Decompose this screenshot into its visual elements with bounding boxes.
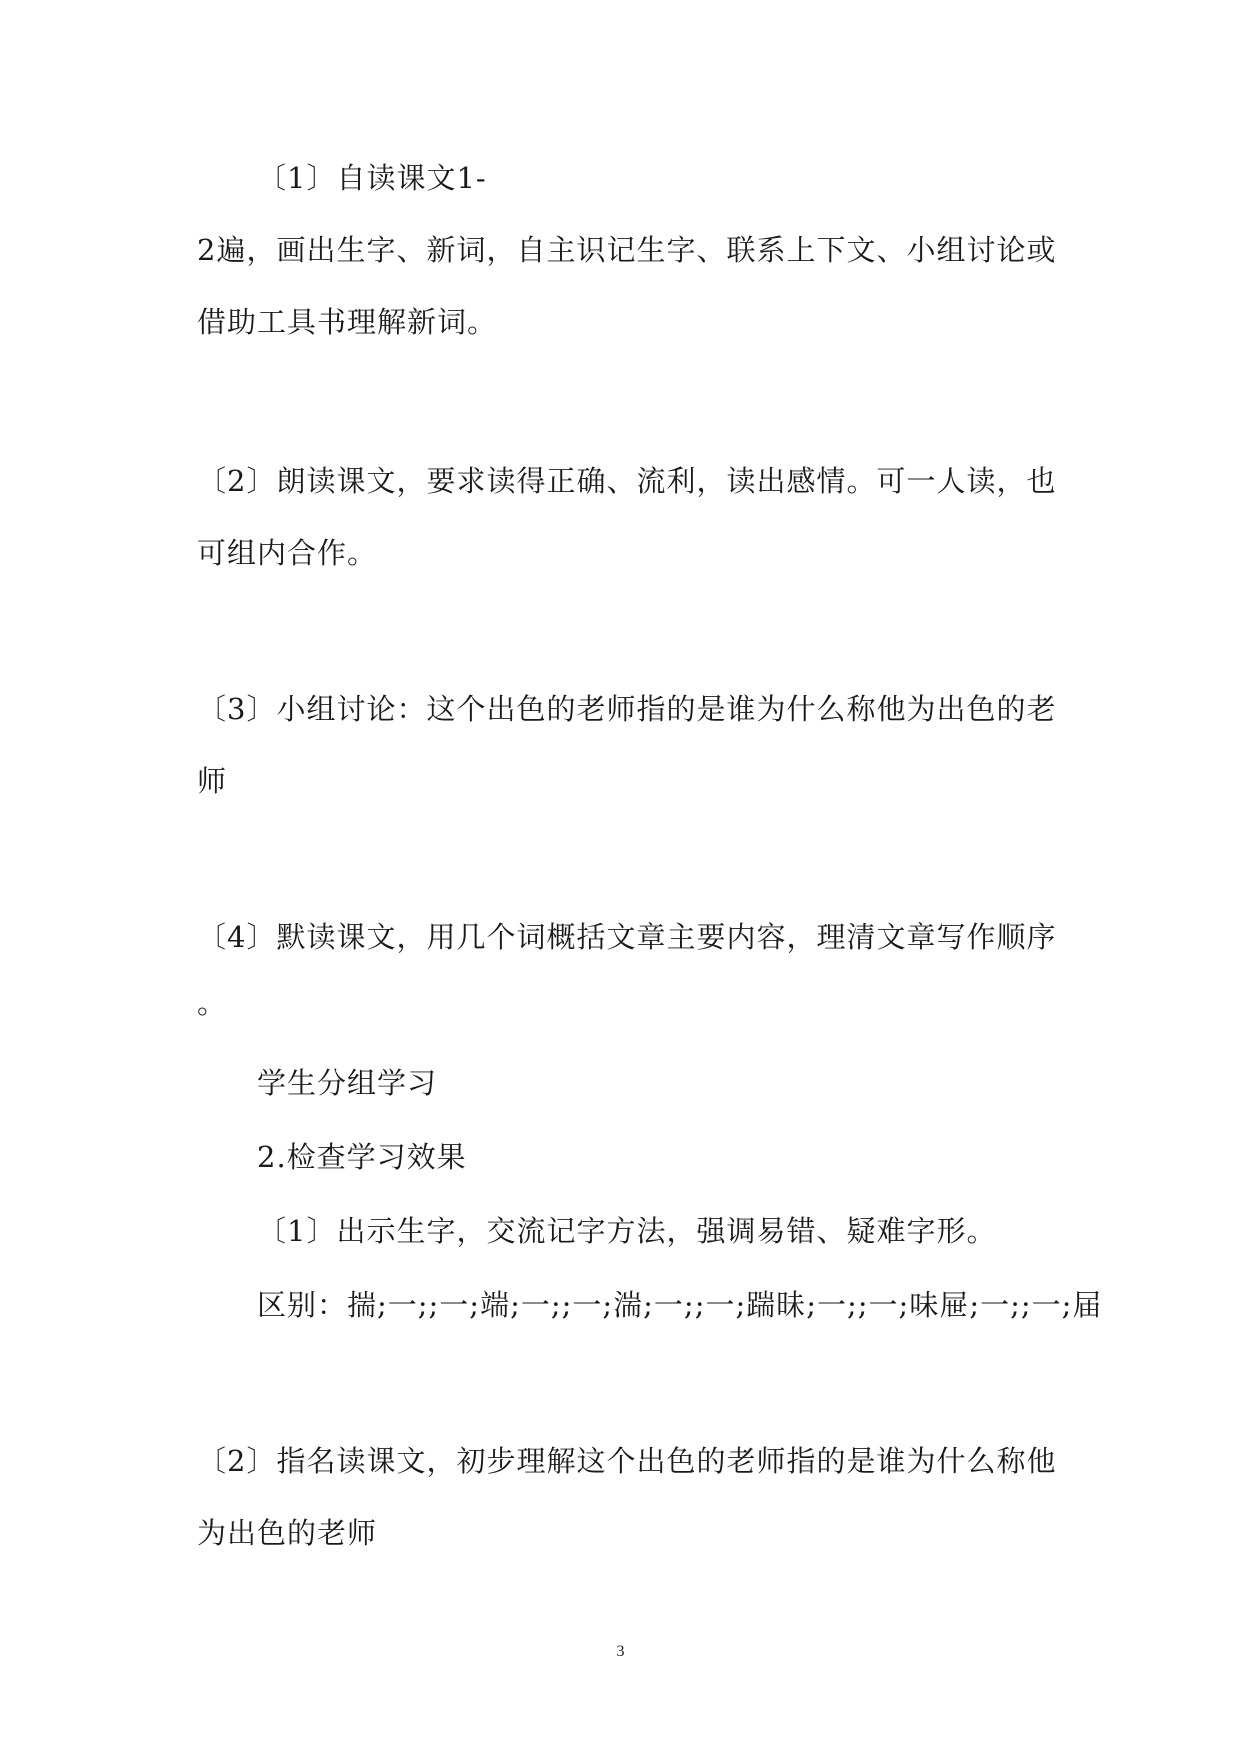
page-number: 3 [616, 1643, 625, 1660]
paragraph-line: 〔1〕出示生字，交流记字方法，强调易错、疑难字形。 [257, 1214, 997, 1248]
paragraph-line: 〔4〕默读课文，用几个词概括文章主要内容，理清文章写作顺序 [197, 920, 1057, 954]
paragraph-line: 〔2〕指名读课文，初步理解这个出色的老师指的是谁为什么称他 [197, 1444, 1057, 1478]
paragraph-line: 。 [197, 986, 228, 1020]
paragraph-line: 师 [197, 764, 228, 798]
paragraph-line: 〔2〕朗读课文，要求读得正确、流利，读出感情。可一人读，也 [197, 464, 1057, 498]
paragraph-line: 区别：揣;一;;一;端;一;;一;湍;一;;一;踹昧;一;;一;味屉;一;;一;届 [257, 1288, 1103, 1322]
paragraph-line: 2遍，画出生字、新词，自主识记生字、联系上下文、小组讨论或 [197, 233, 1057, 267]
paragraph-line: 借助工具书理解新词。 [197, 305, 498, 339]
paragraph-line: 学生分组学习 [257, 1066, 438, 1100]
paragraph-line: 2.检查学习效果 [257, 1140, 467, 1174]
paragraph-line: 〔1〕自读课文1- [257, 161, 487, 195]
paragraph-line: 可组内合作。 [197, 536, 378, 570]
paragraph-line: 为出色的老师 [197, 1516, 378, 1550]
paragraph-line: 〔3〕小组讨论：这个出色的老师指的是谁为什么称他为出色的老 [197, 692, 1057, 726]
